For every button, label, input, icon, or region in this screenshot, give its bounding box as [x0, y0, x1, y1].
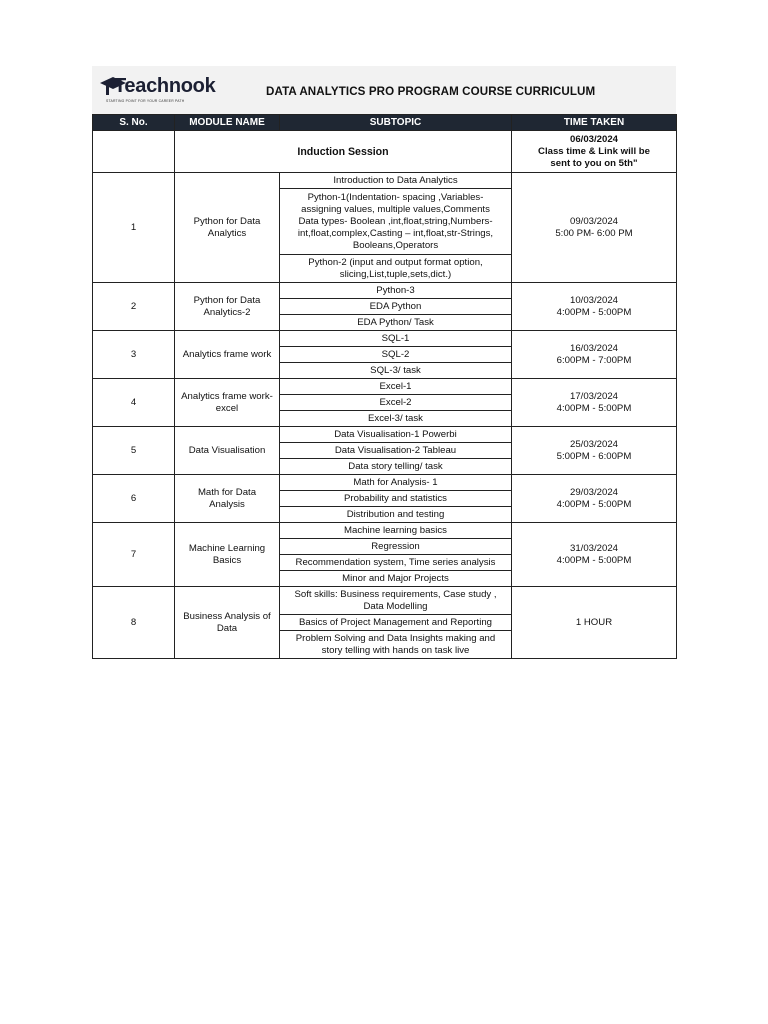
- subtopic-text: Excel-1: [379, 380, 412, 392]
- time-text: 10/03/2024: [569, 294, 618, 306]
- module-name-cell: [175, 331, 280, 379]
- module-name-text: Analytics-2: [203, 306, 251, 318]
- subtopic-cell: [280, 615, 512, 631]
- time-cell: [512, 331, 677, 379]
- subtopic-cell: [280, 475, 512, 491]
- sno-text: 5: [130, 444, 137, 456]
- subtopic-text: Math for Analysis- 1: [353, 476, 438, 488]
- subtopic-cell: [280, 523, 512, 539]
- subtopic-text: Minor and Major Projects: [342, 572, 449, 584]
- subtopic-cell: [280, 555, 512, 571]
- logo-tagline: STARTING POINT FOR YOUR CAREER PATH: [106, 99, 185, 103]
- time-cell: [512, 587, 677, 659]
- induction-label: Induction Session: [297, 145, 389, 158]
- sno-cell: [93, 379, 175, 427]
- subtopic-text: Recommendation system, Time series analysis: [295, 556, 496, 568]
- module-row: [93, 379, 677, 395]
- sno-cell: [93, 331, 175, 379]
- subtopic-cell: [280, 631, 512, 659]
- subtopic-text: Data Visualisation-1 Powerbi: [334, 428, 457, 440]
- time-text: 16/03/2024: [569, 342, 618, 354]
- subtopic-cell: [280, 315, 512, 331]
- subtopic-text: Regression: [371, 540, 420, 552]
- module-row: [93, 427, 677, 443]
- column-header-module: MODULE NAME: [175, 115, 280, 131]
- time-text: 4:00PM - 5:00PM: [556, 498, 632, 510]
- column-header-time: TIME TAKEN: [512, 115, 677, 131]
- subtopic-cell: [280, 539, 512, 555]
- subtopic-text: Basics of Project Management and Reporting: [298, 616, 493, 628]
- subtopic-text: Distribution and testing: [346, 508, 445, 520]
- curriculum-table: [92, 114, 677, 659]
- time-text: sent to you on 5th": [550, 157, 638, 169]
- sno-cell: [93, 283, 175, 331]
- sno-text: 3: [130, 348, 137, 360]
- module-name-cell: [175, 523, 280, 587]
- time-cell: [512, 131, 677, 173]
- time-text: 31/03/2024: [569, 542, 618, 554]
- sno-text: 1: [130, 221, 137, 233]
- subtopic-text: SQL-1: [381, 332, 410, 344]
- column-header-sno: S. No.: [93, 115, 175, 131]
- subtopic-cell: [280, 427, 512, 443]
- time-cell: [512, 173, 677, 283]
- time-text: 6:00PM - 7:00PM: [556, 354, 632, 366]
- subtopic-text: Machine learning basics: [344, 524, 447, 536]
- subtopic-text: Excel-2: [379, 396, 412, 408]
- module-name-text: Data Visualisation: [188, 444, 266, 456]
- subtopic-text: Excel-3/ task: [368, 412, 423, 424]
- subtopic-text: Problem Solving and Data Insights making and: [295, 632, 496, 644]
- module-name-text: Machine Learning: [188, 542, 266, 554]
- sno-text: 6: [130, 492, 137, 504]
- module-name-text: Analytics frame work-: [181, 390, 273, 402]
- subtopic-text: Probability and statistics: [344, 492, 447, 504]
- time-text: 4:00PM - 5:00PM: [556, 402, 632, 414]
- subtopic-text: Data Modelling: [363, 600, 428, 612]
- subtopic-cell: [280, 283, 512, 299]
- subtopic-cell: [280, 443, 512, 459]
- module-name-text: Analytics frame work: [182, 348, 272, 360]
- subtopic-cell: [280, 173, 512, 189]
- time-text: 09/03/2024: [569, 215, 618, 227]
- module-row: [93, 283, 677, 299]
- module-name-text: Data: [216, 622, 238, 634]
- subtopic-cell: [280, 491, 512, 507]
- sno-text: 2: [130, 300, 137, 312]
- column-header-subtopic: SUBTOPIC: [280, 115, 512, 131]
- subtopic-cell: [280, 379, 512, 395]
- subtopic-text: EDA Python: [369, 300, 422, 312]
- time-text: 5:00 PM- 6:00 PM: [555, 227, 633, 239]
- module-name-cell: [175, 587, 280, 659]
- module-row: [93, 173, 677, 189]
- time-text: 06/03/2024: [569, 133, 618, 145]
- sno-text: 8: [130, 616, 137, 628]
- sno-cell: [93, 131, 175, 173]
- module-name-cell: [175, 173, 280, 283]
- time-text: 17/03/2024: [569, 390, 618, 402]
- sno-cell: [93, 475, 175, 523]
- subtopic-text: assigning values, multiple values,Comments: [301, 203, 490, 215]
- time-text: 4:00PM - 5:00PM: [556, 554, 632, 566]
- table-header-row: [93, 115, 677, 131]
- subtopic-text: Python-3: [376, 284, 415, 296]
- time-cell: [512, 283, 677, 331]
- table-body: [93, 131, 677, 659]
- time-text: 5:00PM - 6:00PM: [556, 450, 632, 462]
- sno-cell: [93, 587, 175, 659]
- module-name-text: Business Analysis of: [183, 610, 271, 622]
- subtopic-text: Introduction to Data Analytics: [333, 174, 458, 186]
- subtopic-cell: [280, 347, 512, 363]
- time-cell: [512, 427, 677, 475]
- subtopic-text: story telling with hands on task live: [321, 644, 470, 656]
- module-name-text: excel: [215, 402, 239, 414]
- subtopic-cell: [280, 459, 512, 475]
- subtopic-cell: [280, 571, 512, 587]
- sno-text: 7: [130, 548, 137, 560]
- document-title: DATA ANALYTICS PRO PROGRAM COURSE CURRICULUM: [266, 85, 596, 98]
- sno-text: 4: [130, 396, 137, 408]
- subtopic-cell: [280, 331, 512, 347]
- module-name-cell: [175, 379, 280, 427]
- subtopic-text: Data types- Boolean ,int,float,string,Numbers-: [298, 215, 493, 227]
- subtopic-cell: [280, 363, 512, 379]
- subtopic-text: Booleans,Operators: [352, 239, 439, 251]
- subtopic-text: SQL-2: [381, 348, 410, 360]
- time-cell: [512, 475, 677, 523]
- module-name-text: Python for Data: [193, 215, 261, 227]
- subtopic-cell: [280, 299, 512, 315]
- module-row: [93, 523, 677, 539]
- module-row: [93, 331, 677, 347]
- module-name-cell: [175, 427, 280, 475]
- subtopic-text: SQL-3/ task: [370, 364, 421, 376]
- module-name-cell: [175, 475, 280, 523]
- module-name-cell: [175, 283, 280, 331]
- subtopic-cell: [280, 255, 512, 283]
- sno-cell: [93, 523, 175, 587]
- subtopic-cell: [280, 507, 512, 523]
- subtopic-cell: [280, 189, 512, 255]
- module-row: [93, 587, 677, 615]
- subtopic-text: Soft skills: Business requirements, Case study ,: [294, 588, 497, 600]
- module-name-text: Basics: [212, 554, 242, 566]
- subtopic-text: int,float,complex,Casting – int,float,str-Strings,: [297, 227, 494, 239]
- induction-row: [93, 131, 677, 173]
- module-name-text: Analytics: [207, 227, 247, 239]
- subtopic-text: Python-1(Indentation- spacing ,Variables-: [307, 191, 484, 203]
- subtopic-text: Data story telling/ task: [348, 460, 443, 472]
- time-text: 1 HOUR: [575, 616, 613, 628]
- subtopic-cell: [280, 411, 512, 427]
- module-row: [93, 475, 677, 491]
- teachnook-logo: [92, 66, 216, 114]
- time-text: 4:00PM - 5:00PM: [556, 306, 632, 318]
- time-cell: [512, 379, 677, 427]
- time-cell: [512, 523, 677, 587]
- subtopic-text: Python-2 (input and output format option,: [308, 256, 483, 268]
- sno-cell: [93, 427, 175, 475]
- subtopic-cell: [280, 587, 512, 615]
- subtopic-text: slicing,List,tuple,sets,dict.): [339, 268, 452, 280]
- subtopic-text: Data Visualisation-2 Tableau: [334, 444, 457, 456]
- subtopic-text: EDA Python/ Task: [357, 316, 434, 328]
- time-text: 25/03/2024: [569, 438, 618, 450]
- module-name-text: Analysis: [209, 498, 245, 510]
- sno-cell: [93, 173, 175, 283]
- time-text: 29/03/2024: [569, 486, 618, 498]
- module-name-text: Math for Data: [197, 486, 257, 498]
- time-text: Class time & Link will be: [538, 145, 650, 157]
- module-name-text: Python for Data: [193, 294, 261, 306]
- induction-session-cell: [175, 131, 512, 173]
- logo-text: Teachnook: [114, 75, 216, 97]
- subtopic-cell: [280, 395, 512, 411]
